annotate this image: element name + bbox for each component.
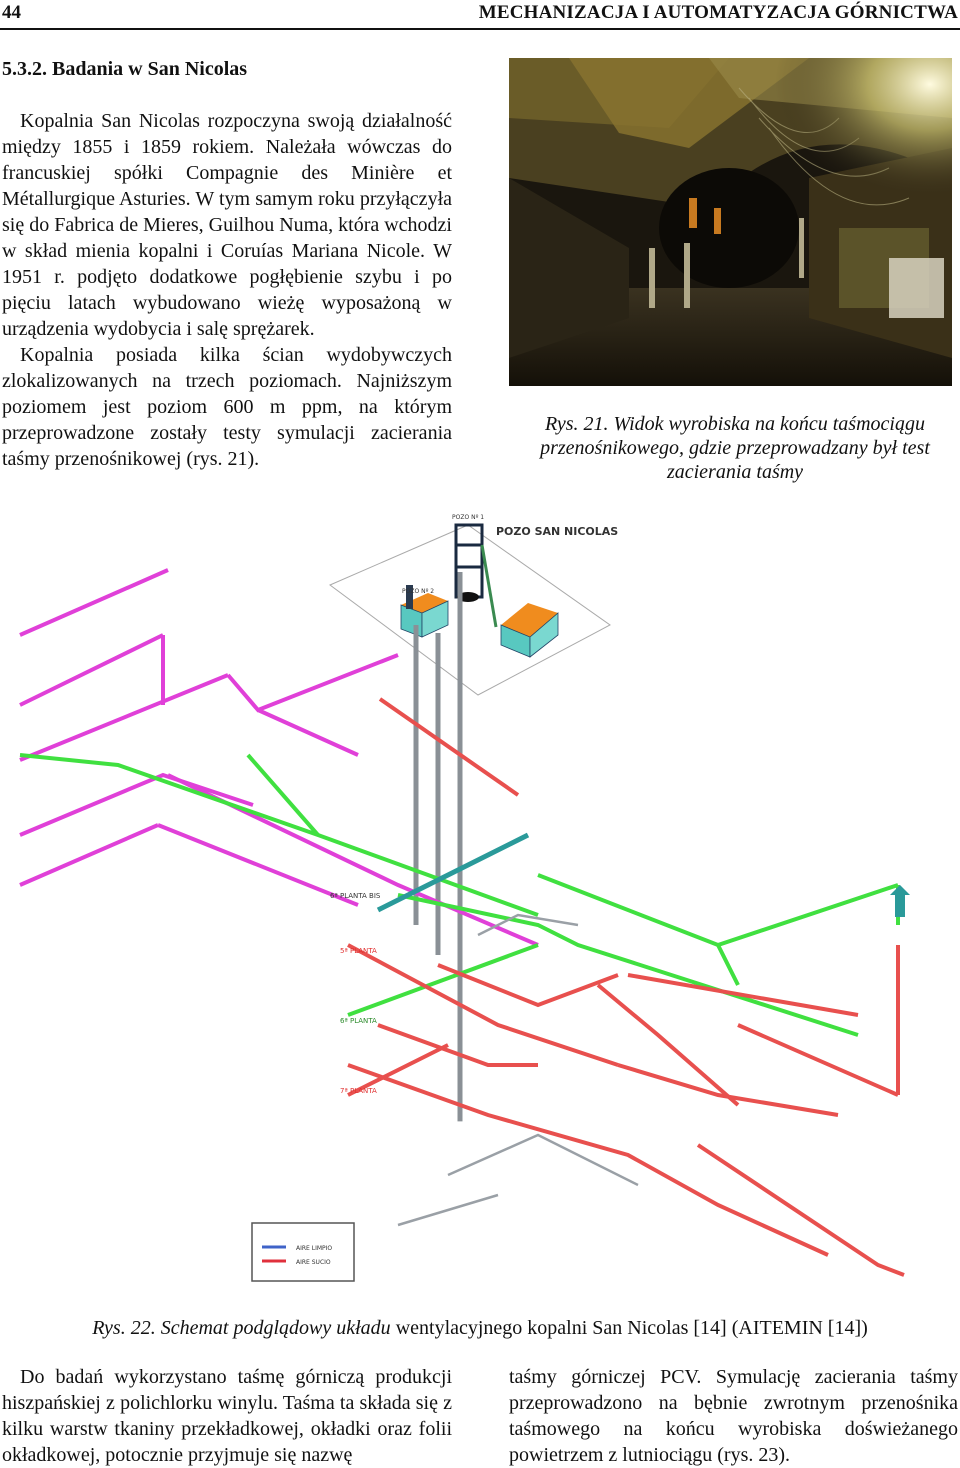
paragraph-levels: Kopalnia posiada kilka ścian wydobywczych zlokalizowanych na trzech poziomach. Najniższym poziomem jest poziom 600 m ppm, na którym przeprowadzone zostały testy symulacji zacierania taśmy przenośnikowej (rys. 21). (2, 344, 452, 470)
figure22-caption-italic: Schemat podglądowy układu (160, 1317, 391, 1339)
ventilation-diagram-svg (18, 505, 960, 1295)
figure21-caption (508, 412, 960, 484)
level-label-7: 7ª PLANTA (340, 1087, 377, 1095)
aux-lines (398, 915, 638, 1225)
figure22-caption-label: Rys. 22. (92, 1317, 156, 1339)
fan-icon (890, 885, 910, 917)
legend (252, 1223, 354, 1281)
level-low-lines (348, 699, 904, 1275)
header-rule (0, 28, 960, 30)
section-heading: 5.3.2. Badania w San Nicolas (2, 58, 248, 80)
figure22-caption-rest: wentylacyjnego kopalni San Nicolas [14] (AITEMIN [14]) (395, 1317, 868, 1339)
surface-platform (330, 525, 610, 695)
level-label-5: 5ª PLANTA (340, 947, 377, 955)
level-label-6-bis: 6ª PLANTA BIS (330, 892, 381, 900)
level-label-6: 6ª PLANTA (340, 1017, 377, 1025)
shaft1-label: POZO Nº 1 (452, 514, 485, 521)
mine-photo (509, 58, 952, 386)
figure21-caption-label: Rys. 21. (545, 413, 609, 435)
mine-photo-image (509, 58, 952, 386)
figure22-caption (0, 1316, 960, 1340)
paragraph-belt-material: Do badań wykorzystano taśmę górniczą produkcji hiszpańskiej z polichlorku winylu. Taśma ta składa się z kilku warstw tkaniny przekładkowej, okładki oraz folii okładkowej, potocznie przyjmuje się nazwę (2, 1366, 452, 1466)
paragraph-history: Kopalnia San Nicolas rozpoczyna swoją działalność między 1855 i 1859 rokiem. Należała wówczas do francuskiej spółki Compagnie des Minière et Métallurgique Asturies. W tym samym roku przyłączyła się do Fabrica de Mieres, Guilhou Numa, która wchodzi w skład mienia kopalni i Coruías Mariana Nicole. W 1951 r. podjęto dodatkowe pogłębienie szybu i po pięciu latach wybudowano wieżę wyposażoną w urządzenia wydobycia i salę sprężarek. (2, 110, 452, 340)
bottom-right-column (509, 1364, 958, 1468)
running-head: MECHANIZACJA I AUTOMATYZACJA GÓRNICTWA (478, 2, 958, 23)
shaft-connector (378, 835, 528, 910)
shaft2-label: POZO Nº 2 (402, 588, 435, 595)
ventilation-diagram (18, 505, 960, 1295)
bottom-left-column (2, 1364, 452, 1468)
legend-fresh-air-label: AIRE LIMPIO (296, 1245, 333, 1252)
diagram-title: POZO SAN NICOLAS (496, 525, 619, 538)
page-number: 44 (2, 2, 21, 23)
legend-used-air-label: AIRE SUCIO (296, 1259, 331, 1266)
figure21-caption-text: Widok wyrobiska na końcu taśmociągu przenośnikowego, gdzie przeprowadzany był test zacierania taśmy (540, 413, 930, 483)
left-column (2, 108, 452, 472)
paragraph-simulation: taśmy górniczej PCV. Symulację zacierania taśmy przeprowadzono na bębnie zwrotnym przenośnika taśmowego na końcu wyrobiska doświeżanego powietrzem z lutniociągu (rys. 23). (509, 1366, 958, 1466)
